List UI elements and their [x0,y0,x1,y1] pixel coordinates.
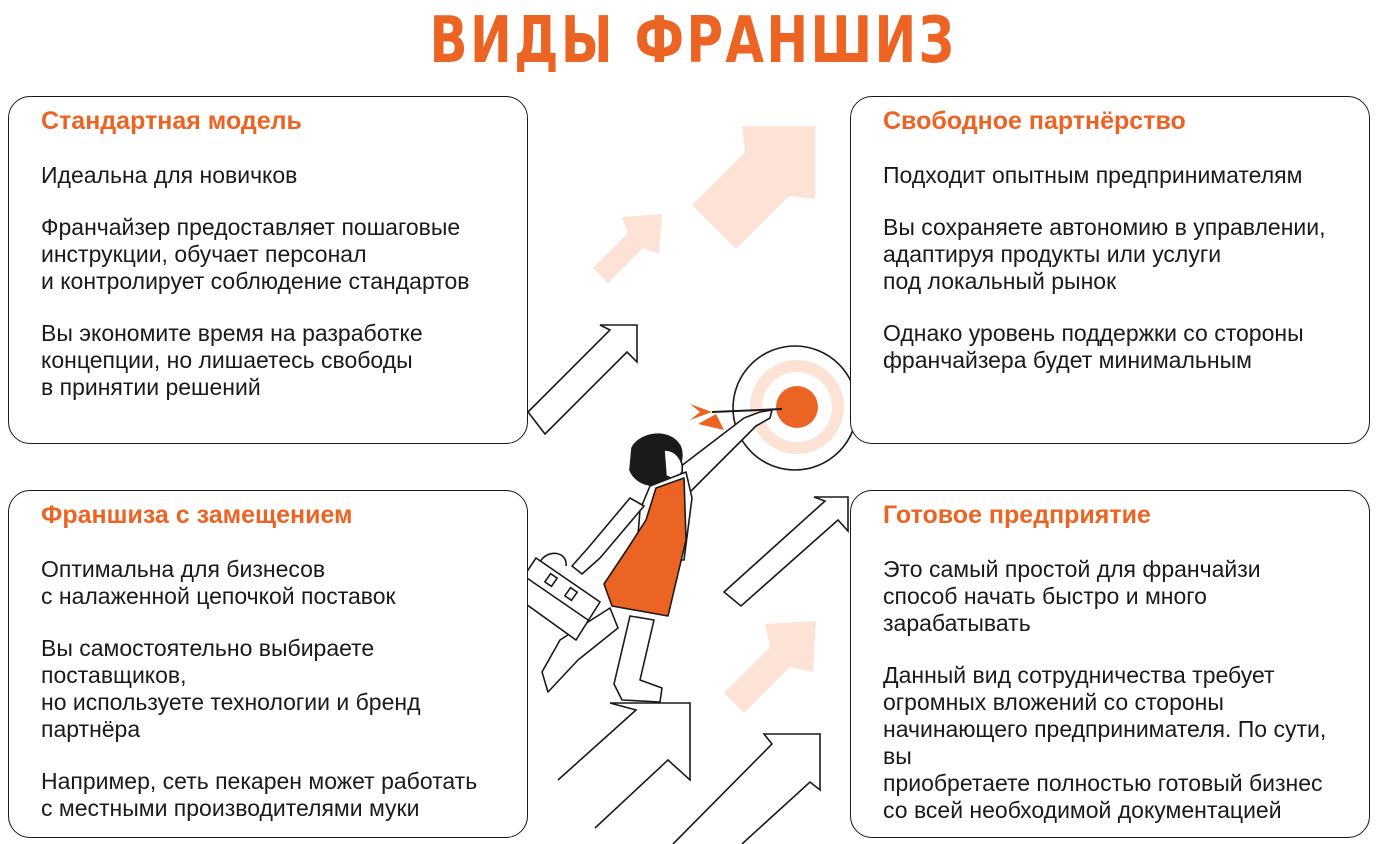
card-text: Например, сеть пекарен может работать с местными производителями муки [41,768,478,821]
card-text: Оптимальна для бизнесов с налаженной цепочкой поставок [41,556,396,609]
card-text: Однако уровень поддержки со стороны франчайзера будет минимальным [883,320,1304,373]
card-text: Франчайзер предоставляет пошаговые инструкции, обучает персонал и контролирует соблюдение стандартов [41,214,470,294]
card-heading: Свободное партнёрство [883,107,1186,135]
arrow-icon [528,325,637,434]
card-text: Вы сохраняете автономию в управлении, адаптируя продукты или услуги под локальный рынок [883,214,1326,294]
card-text: Идеальна для новичков [41,162,298,188]
arrow-icon [558,703,690,828]
card-substitution-franchise [8,490,528,838]
card-text: Вы самостоятельно выбираете поставщиков, но используете технологии и бренд партнёра [41,635,421,742]
card-text: Подходит опытным предпринимателям [883,162,1303,188]
card-heading: Франшиза с замещением [41,501,353,529]
card-free-partnership [850,96,1370,444]
card-turnkey-business [850,490,1370,838]
arrow-icon [673,734,820,844]
card-heading: Стандартная модель [41,107,302,135]
arrow-icon [724,497,848,606]
card-heading: Готовое предприятие [883,501,1151,529]
card-text: Данный вид сотрудничества требует огромных вложений со стороны начинающего предпринимателя. По сути, вы приобретаете полностью готовый бизнес со всей необходимой документацией [883,662,1327,823]
target-icon [733,346,857,470]
card-standard-model [8,96,528,444]
page-title: ВИДЫ ФРАНШИЗ [429,4,957,78]
woman-figure-icon [542,410,772,702]
card-text: Вы экономите время на разработке концепции, но лишаетесь свободы в принятии решений [41,320,423,400]
card-text: Это самый простой для франчайзи способ начать быстро и много зарабатывать [883,556,1261,636]
